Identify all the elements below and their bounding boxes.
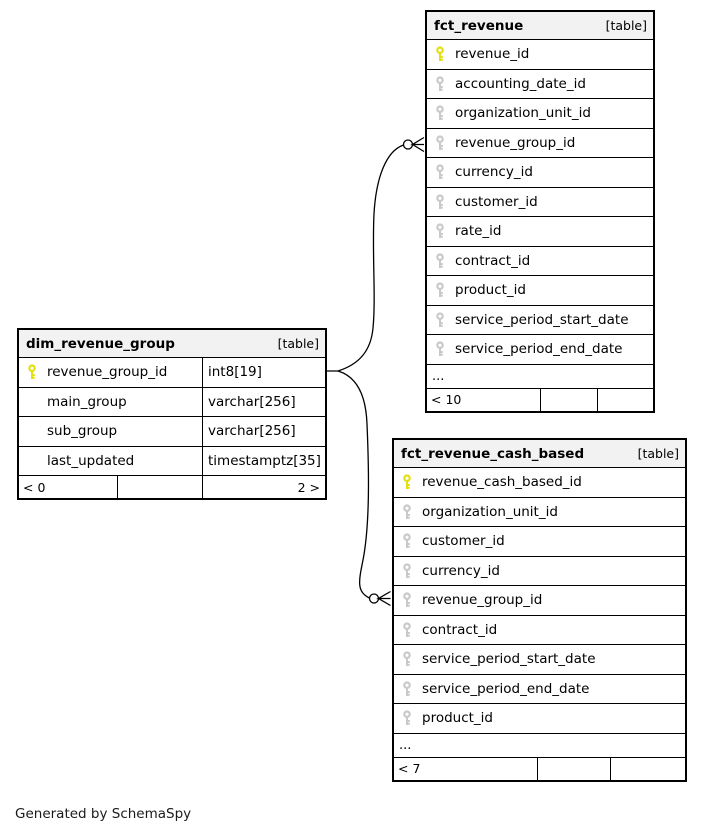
table-footer — [394, 758, 685, 780]
column-name: service_period_end_date — [422, 680, 590, 697]
more-columns-ellipsis: ... — [427, 365, 653, 389]
column-name: service_period_end_date — [455, 341, 623, 358]
column-row — [394, 468, 685, 498]
column-type: varchar[256] — [202, 417, 325, 446]
index-key-icon — [435, 312, 445, 328]
column-name: accounting_date_id — [455, 75, 586, 92]
generated-by-caption: Generated by SchemaSpy — [15, 806, 192, 822]
primary-key-icon — [435, 46, 445, 62]
column-name: revenue_group_id — [47, 364, 168, 381]
relationship-line-to-fct-revenue — [327, 145, 404, 371]
index-key-icon — [402, 592, 412, 608]
column-row — [427, 247, 653, 277]
column-name: organization_unit_id — [455, 105, 591, 122]
table-name[interactable]: dim_revenue_group — [26, 335, 175, 352]
column-row — [394, 586, 685, 616]
column-row — [394, 527, 685, 557]
index-key-icon — [402, 651, 412, 667]
index-key-icon — [435, 105, 445, 121]
index-key-icon — [435, 223, 445, 239]
table-footer — [19, 476, 325, 498]
column-row — [19, 358, 325, 388]
column-row — [394, 498, 685, 528]
column-row — [394, 704, 685, 734]
table-name[interactable]: fct_revenue_cash_based — [401, 445, 585, 462]
column-name: revenue_id — [455, 46, 530, 63]
crow-foot-icon-fct-revenue — [413, 138, 425, 152]
table-node-fct-revenue-cash-based[interactable] — [392, 438, 687, 782]
column-name: revenue_cash_based_id — [422, 474, 582, 491]
footer-parents-count — [597, 389, 653, 411]
table-tag: [table] — [637, 446, 679, 461]
index-key-icon — [435, 282, 445, 298]
crow-foot-icon-fct-revenue-cash-based — [379, 592, 391, 606]
column-type: int8[19] — [202, 358, 325, 387]
column-row — [427, 129, 653, 159]
table-header[interactable] — [19, 330, 325, 358]
column-row — [427, 276, 653, 306]
footer-middle-cell — [117, 476, 202, 498]
column-type: varchar[256] — [202, 388, 325, 417]
table-tag: [table] — [605, 18, 647, 33]
more-columns-ellipsis: ... — [394, 734, 685, 758]
index-key-icon — [435, 253, 445, 269]
footer-children-count: < 0 — [23, 479, 46, 495]
footer-parents-count: 2 > — [202, 476, 325, 498]
table-name[interactable]: fct_revenue — [434, 17, 524, 34]
table-node-fct-revenue[interactable] — [425, 10, 655, 413]
column-row — [427, 335, 653, 365]
column-row — [427, 70, 653, 100]
footer-parents-count — [610, 758, 685, 780]
column-name: currency_id — [422, 562, 500, 579]
column-row — [427, 40, 653, 70]
column-name: sub_group — [47, 423, 118, 440]
column-name: revenue_group_id — [455, 134, 576, 151]
column-row — [394, 557, 685, 587]
index-key-icon — [435, 194, 445, 210]
column-row — [427, 217, 653, 247]
column-row — [394, 675, 685, 705]
index-key-icon — [402, 622, 412, 638]
column-name: contract_id — [422, 621, 498, 638]
column-row — [19, 447, 325, 477]
column-type: timestamptz[35] — [202, 447, 325, 476]
index-key-icon — [435, 164, 445, 180]
table-footer — [427, 389, 653, 411]
column-name: product_id — [422, 710, 493, 727]
column-row — [19, 388, 325, 418]
column-name: service_period_start_date — [422, 651, 596, 668]
column-name: customer_id — [455, 193, 538, 210]
column-row — [427, 188, 653, 218]
index-key-icon — [402, 681, 412, 697]
column-name: revenue_group_id — [422, 592, 543, 609]
endpoint-circle-fct-revenue-cash-based — [370, 594, 379, 603]
index-key-icon — [402, 710, 412, 726]
column-name: product_id — [455, 282, 526, 299]
index-key-icon — [402, 504, 412, 520]
column-name: contract_id — [455, 252, 531, 269]
column-name: main_group — [47, 393, 127, 410]
column-row — [394, 616, 685, 646]
column-name: service_period_start_date — [455, 311, 629, 328]
column-row — [19, 417, 325, 447]
endpoint-circle-fct-revenue — [404, 140, 413, 149]
table-tag: [table] — [277, 336, 319, 351]
footer-children-count: < 10 — [431, 392, 462, 407]
primary-key-icon — [402, 474, 412, 490]
index-key-icon — [435, 135, 445, 151]
column-row — [427, 99, 653, 129]
index-key-icon — [402, 533, 412, 549]
column-row — [427, 306, 653, 336]
index-key-icon — [435, 76, 445, 92]
table-header[interactable] — [427, 12, 653, 40]
column-row — [394, 645, 685, 675]
column-row — [427, 158, 653, 188]
footer-middle-cell — [537, 758, 610, 780]
index-key-icon — [435, 341, 445, 357]
footer-middle-cell — [540, 389, 597, 411]
primary-key-icon — [27, 364, 37, 380]
table-node-dim-revenue-group[interactable] — [17, 328, 327, 500]
footer-children-count: < 7 — [398, 761, 421, 776]
column-name: organization_unit_id — [422, 503, 558, 520]
column-name: last_updated — [47, 452, 135, 469]
column-name: customer_id — [422, 533, 505, 550]
column-name: currency_id — [455, 164, 533, 181]
index-key-icon — [402, 563, 412, 579]
relationship-line-to-fct-revenue-cash-based — [338, 371, 370, 598]
table-header[interactable] — [394, 440, 685, 468]
column-name: rate_id — [455, 223, 502, 240]
